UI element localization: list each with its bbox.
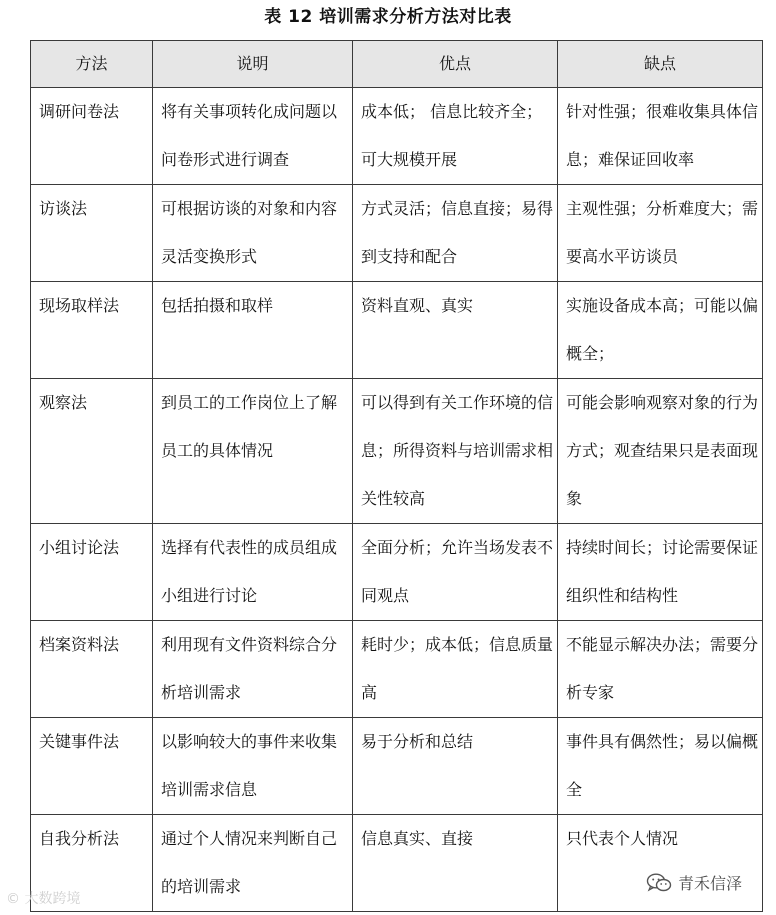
- table-row: [31, 718, 763, 815]
- table-row: [31, 185, 763, 282]
- method-cell: 档案资料法: [31, 621, 153, 718]
- table-row: [31, 524, 763, 621]
- pros-cell: 耗时少；成本低；信息质量高: [353, 621, 558, 718]
- pros-cell: 资料直观、真实: [353, 282, 558, 379]
- header-cons: 缺点: [558, 41, 763, 88]
- description-cell: 选择有代表性的成员组成小组进行讨论: [153, 524, 353, 621]
- method-cell: 关键事件法: [31, 718, 153, 815]
- cons-cell: 主观性强；分析难度大；需要高水平访谈员: [558, 185, 763, 282]
- method-cell: 观察法: [31, 379, 153, 524]
- table-header-row: [31, 41, 763, 88]
- table-title: 表 12 培训需求分析方法对比表: [264, 7, 512, 27]
- cons-cell: 针对性强；很难收集具体信息；难保证回收率: [558, 88, 763, 185]
- wechat-icon: [646, 873, 672, 893]
- watermark-right: [646, 871, 742, 894]
- description-cell: 通过个人情况来判断自己的培训需求: [153, 815, 353, 912]
- table-row: [31, 282, 763, 379]
- cons-cell: 只代表个人情况: [558, 815, 763, 912]
- description-cell: 利用现有文件资料综合分析培训需求: [153, 621, 353, 718]
- cons-cell: 可能会影响观察对象的行为方式；观查结果只是表面现象: [558, 379, 763, 524]
- cons-cell: 不能显示解决办法；需要分析专家: [558, 621, 763, 718]
- watermark-right-text: 青禾信泽: [678, 874, 743, 893]
- cons-cell: 事件具有偶然性；易以偏概全: [558, 718, 763, 815]
- pros-cell: 可以得到有关工作环境的信息；所得资料与培训需求相关性较高: [353, 379, 558, 524]
- header-description: 说明: [153, 41, 353, 88]
- cons-cell: 实施设备成本高；可能以偏概全；: [558, 282, 763, 379]
- table-row: [31, 815, 763, 912]
- description-cell: 将有关事项转化成问题以问卷形式进行调查: [153, 88, 353, 185]
- method-cell: 小组讨论法: [31, 524, 153, 621]
- table-row: [31, 88, 763, 185]
- pros-cell: 全面分析；允许当场发表不同观点: [353, 524, 558, 621]
- header-method: 方法: [31, 41, 153, 88]
- description-cell: 可根据访谈的对象和内容灵活变换形式: [153, 185, 353, 282]
- description-cell: 以影响较大的事件来收集培训需求信息: [153, 718, 353, 815]
- description-cell: 包括拍摄和取样: [153, 282, 353, 379]
- description-cell: 到员工的工作岗位上了解员工的具体情况: [153, 379, 353, 524]
- pros-cell: 方式灵活；信息直接；易得到支持和配合: [353, 185, 558, 282]
- table-row: [31, 379, 763, 524]
- method-cell: 调研问卷法: [31, 88, 153, 185]
- method-cell: 访谈法: [31, 185, 153, 282]
- method-cell: 自我分析法: [31, 815, 153, 912]
- comparison-table: [30, 40, 763, 912]
- cons-cell: 持续时间长；讨论需要保证组织性和结构性: [558, 524, 763, 621]
- header-pros: 优点: [353, 41, 558, 88]
- table-row: [31, 621, 763, 718]
- method-cell: 现场取样法: [31, 282, 153, 379]
- pros-cell: 成本低； 信息比较齐全；可大规模开展: [353, 88, 558, 185]
- watermark-left: © 大数跨境: [6, 891, 81, 907]
- pros-cell: 易于分析和总结: [353, 718, 558, 815]
- pros-cell: 信息真实、直接: [353, 815, 558, 912]
